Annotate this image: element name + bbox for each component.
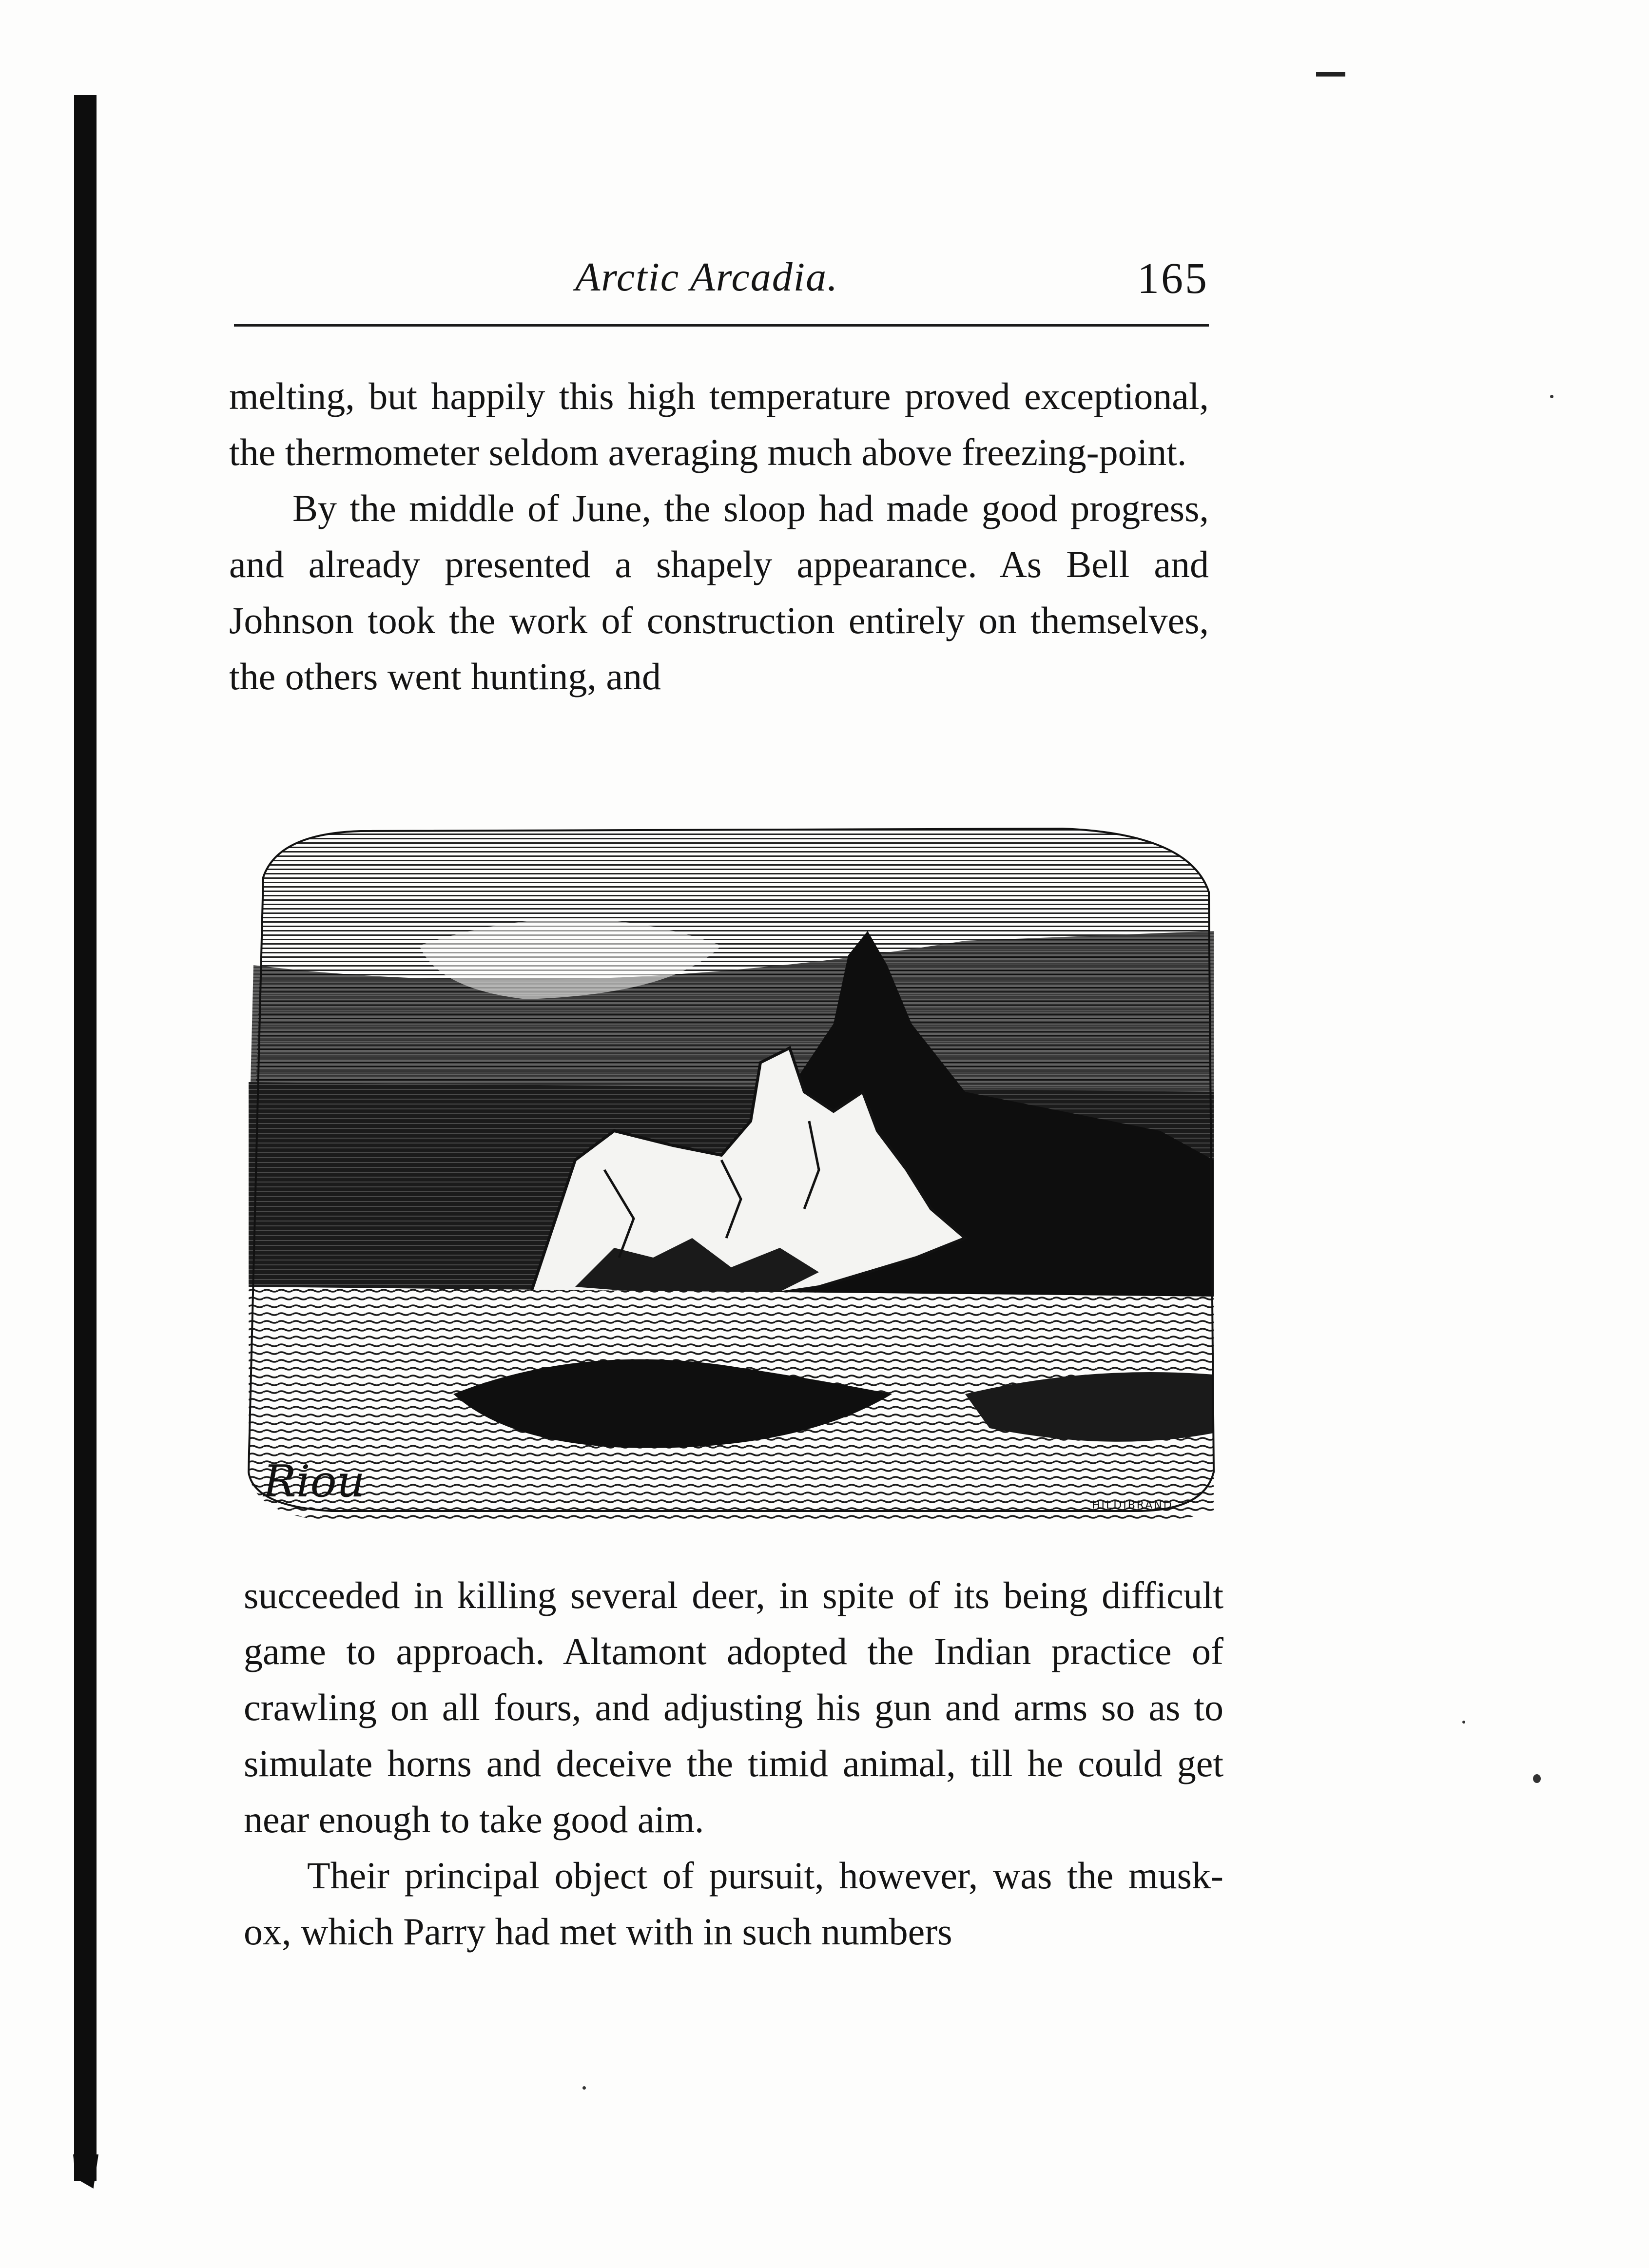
binding-edge-shadow xyxy=(74,95,97,2181)
engraver-signature: HILDIBRAND xyxy=(1092,1499,1173,1512)
engraving-illustration xyxy=(234,819,1228,1521)
paragraph: succeeded in killing several deer, in spite of its being difficult game to approach. Altamont adopted the Indian practice of crawling on all fours, and adjusting his gun and arms so as to simulate horns and deceive the timid animal, till he could get near enough to take good aim. xyxy=(244,1574,1223,1841)
paragraph: melting, but happily this high temperature proved exceptional, the thermometer seldom averaging much above freezing-point. xyxy=(229,375,1209,473)
paragraph: By the middle of June, the sloop had made good progress, and already presented a shapely appearance. As Bell and Johnson took the work of construction entirely on themselves, the others went hunting, and xyxy=(229,487,1209,698)
header-rule xyxy=(234,324,1209,327)
artist-signature: Riou xyxy=(263,1456,365,1507)
binding-edge-tip xyxy=(73,2154,98,2189)
paragraph: Their principal object of pursuit, however, was the musk-ox, which Parry had met with in such numbers xyxy=(244,1854,1223,1953)
engraving-drawing xyxy=(234,819,1228,1521)
page-number: 165 xyxy=(1137,254,1209,303)
text-block-top xyxy=(229,368,1209,704)
running-head xyxy=(234,253,1209,322)
scan-speck xyxy=(1462,1721,1465,1724)
scan-speck xyxy=(1533,1774,1541,1783)
scan-speck xyxy=(582,2086,586,2090)
text-block-bottom xyxy=(244,1567,1223,1959)
scan-speck xyxy=(1550,395,1553,398)
running-title: Arctic Arcadia. xyxy=(575,254,839,300)
scan-mark xyxy=(1316,72,1345,77)
